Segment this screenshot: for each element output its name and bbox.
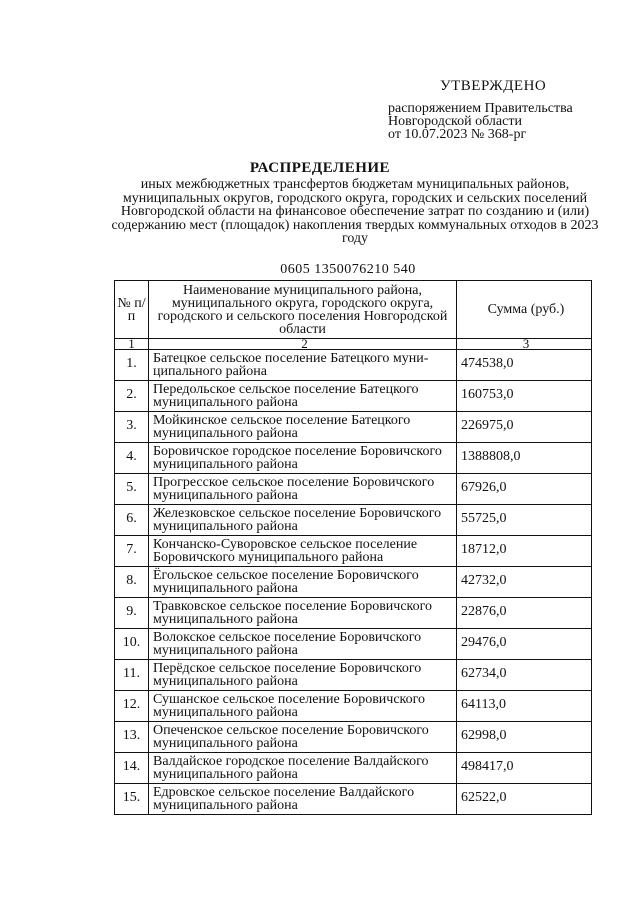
row-sum: 64113,0 <box>457 691 592 722</box>
table-header-row <box>115 281 592 339</box>
row-number: 5. <box>115 474 149 505</box>
header-sum: Сумма (руб.) <box>457 281 592 339</box>
row-sum: 18712,0 <box>457 536 592 567</box>
header-num: № п/п <box>115 281 149 339</box>
row-number: 8. <box>115 567 149 598</box>
table-row <box>115 567 592 598</box>
row-sum: 498417,0 <box>457 753 592 784</box>
approval-block <box>388 80 628 141</box>
row-sum: 1388808,0 <box>457 443 592 474</box>
row-name: Едровское сельское поселение Валдайского муниципального района <box>149 784 457 815</box>
row-number: 4. <box>115 443 149 474</box>
table-row <box>115 381 592 412</box>
row-number: 9. <box>115 598 149 629</box>
row-sum: 62734,0 <box>457 660 592 691</box>
table-row <box>115 412 592 443</box>
column-number-row <box>115 339 592 350</box>
row-number: 13. <box>115 722 149 753</box>
row-name: Опеченское сельское поселение Боровичского муниципального района <box>149 722 457 753</box>
table-row <box>115 350 592 381</box>
row-sum: 67926,0 <box>457 474 592 505</box>
table-row <box>115 474 592 505</box>
row-sum: 226975,0 <box>457 412 592 443</box>
row-name: Перёдское сельское поселение Боровичского муниципального района <box>149 660 457 691</box>
row-number: 6. <box>115 505 149 536</box>
document-title: РАСПРЕДЕЛЕНИЕ <box>249 160 391 176</box>
row-number: 15. <box>115 784 149 815</box>
row-sum: 160753,0 <box>457 381 592 412</box>
approval-line-1: распоряжением Правительства <box>388 101 573 116</box>
document-subtitle: иных межбюджетных трансфертов бюджетам муниципальных районов, муниципальных округов, городского округа, городских и сельских поселений Новгородской области на финансовое обеспечение затрат по созданию и (или) содержанию мест (площадок) накопления твердых коммунальных отходов в 2023 году <box>111 177 599 246</box>
distribution-table <box>114 280 592 815</box>
row-name: Мойкинское сельское поселение Батецкого муниципального района <box>149 412 457 443</box>
table-row <box>115 722 592 753</box>
table-row <box>115 660 592 691</box>
row-name: Волокское сельское поселение Боровичского муниципального района <box>149 629 457 660</box>
budget-code: 0605 1350076210 540 <box>280 262 416 277</box>
approval-line-2: Новгородской области <box>388 114 522 129</box>
table-row <box>115 505 592 536</box>
table-row <box>115 598 592 629</box>
table-row <box>115 784 592 815</box>
table-row <box>115 443 592 474</box>
column-number-1: 1 <box>115 339 149 350</box>
column-number-2: 2 <box>149 339 457 350</box>
header-name: Наименование муниципального района, муниципального округа, городского округа, городского и сельского поселения Новгородской области <box>149 281 457 339</box>
row-number: 7. <box>115 536 149 567</box>
row-sum: 62998,0 <box>457 722 592 753</box>
table-row <box>115 629 592 660</box>
row-name: Железковское сельское поселение Боровичского муниципального района <box>149 505 457 536</box>
row-number: 1. <box>115 350 149 381</box>
row-sum: 62522,0 <box>457 784 592 815</box>
row-sum: 42732,0 <box>457 567 592 598</box>
row-number: 14. <box>115 753 149 784</box>
table-row <box>115 536 592 567</box>
row-number: 10. <box>115 629 149 660</box>
row-name: Валдайское городское поселение Валдайского муниципального района <box>149 753 457 784</box>
approval-heading: УТВЕРЖДЕНО <box>440 78 547 94</box>
row-name: Травковское сельское поселение Боровичского муниципального района <box>149 598 457 629</box>
row-name: Передольское сельское поселение Батецкого муниципального района <box>149 381 457 412</box>
row-number: 11. <box>115 660 149 691</box>
column-number-3: 3 <box>457 339 592 350</box>
row-sum: 22876,0 <box>457 598 592 629</box>
row-name: Ёгольское сельское поселение Боровичского муниципального района <box>149 567 457 598</box>
table-row <box>115 753 592 784</box>
approval-line-3: от 10.07.2023 № 368-рг <box>388 127 527 142</box>
row-name: Кончанско-Суворовское сельское поселение Боровичского муниципального района <box>149 536 457 567</box>
row-sum: 55725,0 <box>457 505 592 536</box>
row-name: Батецкое сельское поселение Батецкого муни-ципального района <box>149 350 457 381</box>
row-number: 2. <box>115 381 149 412</box>
row-name: Сушанское сельское поселение Боровичского муниципального района <box>149 691 457 722</box>
row-name: Прогресское сельское поселение Боровичского муниципального района <box>149 474 457 505</box>
table-row <box>115 691 592 722</box>
row-number: 3. <box>115 412 149 443</box>
row-sum: 474538,0 <box>457 350 592 381</box>
row-name: Боровичское городское поселение Боровичского муниципального района <box>149 443 457 474</box>
row-number: 12. <box>115 691 149 722</box>
row-sum: 29476,0 <box>457 629 592 660</box>
